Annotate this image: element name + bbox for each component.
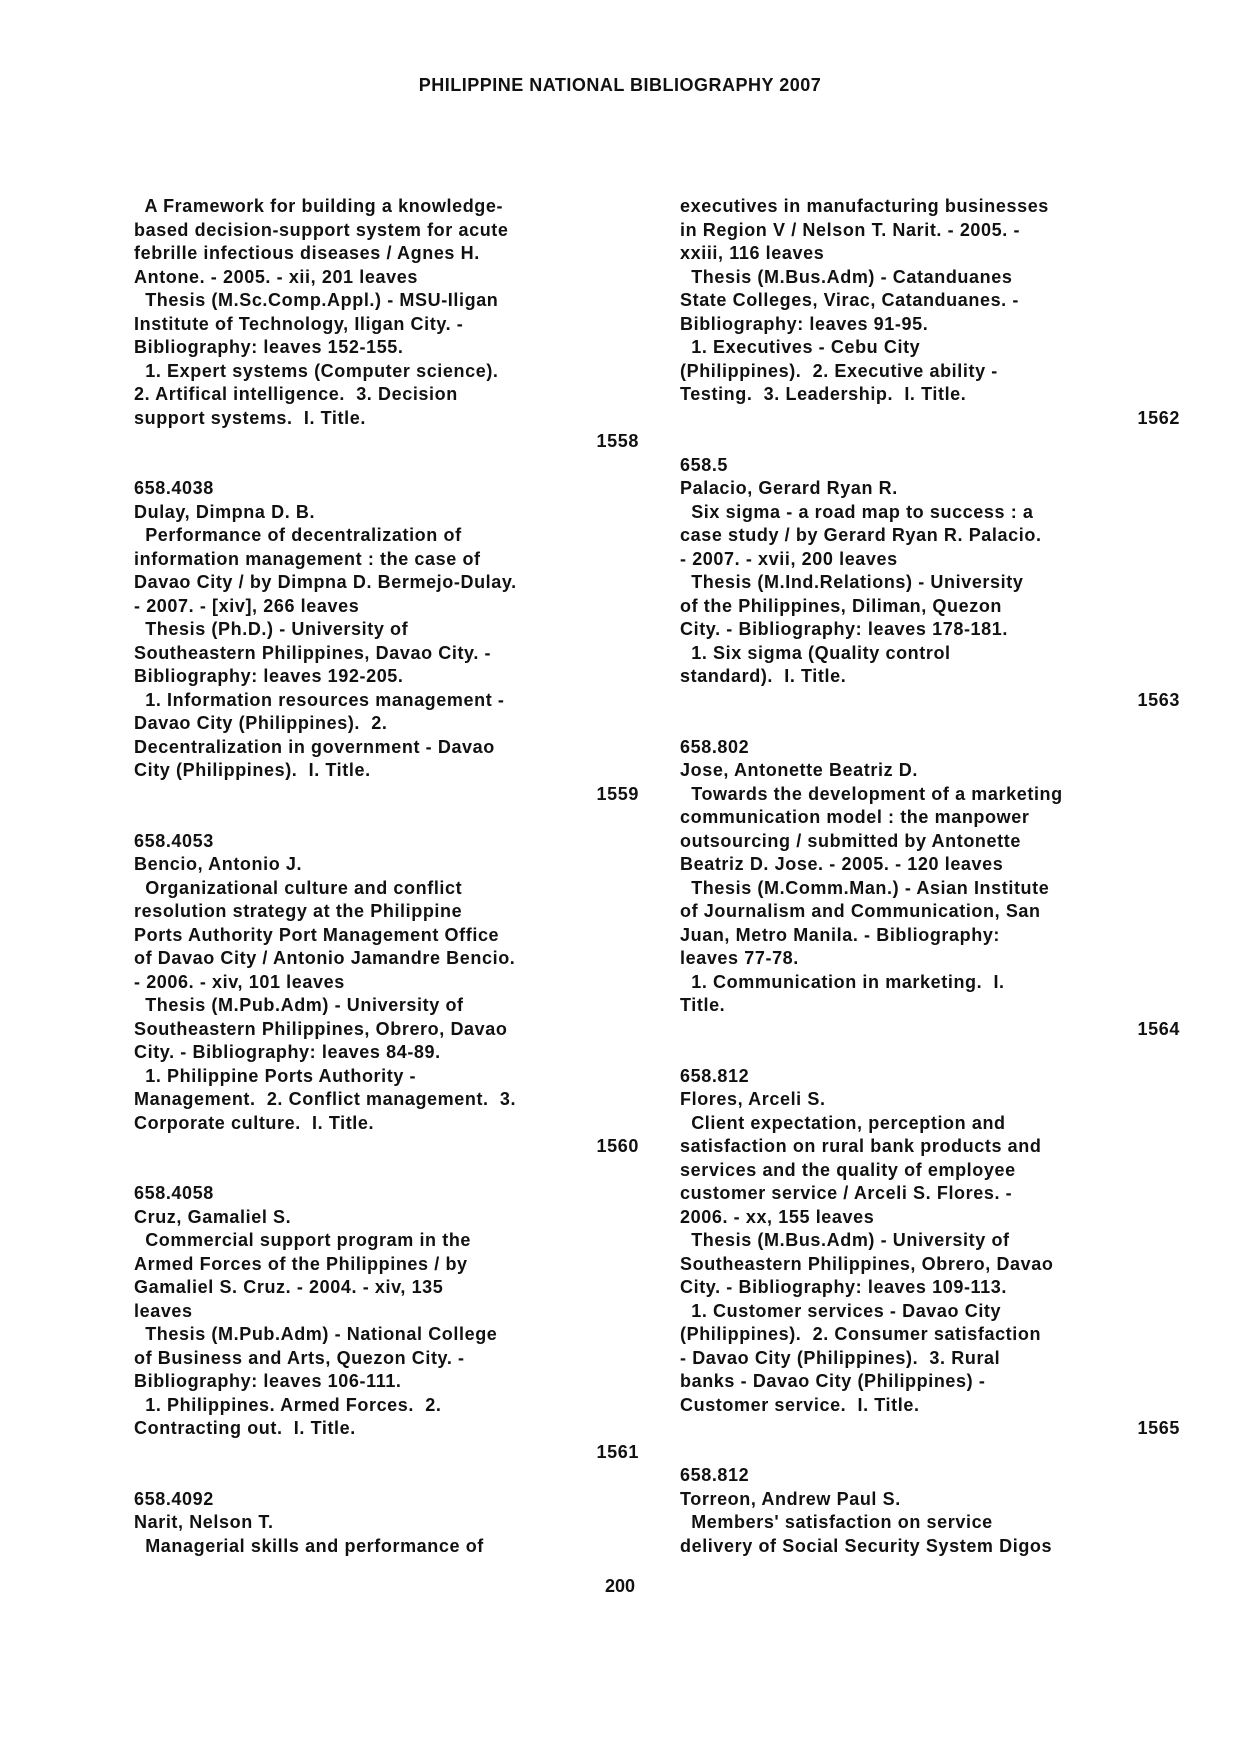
entry-line: Decentralization in government - Davao [134,736,495,757]
entry-line: Bibliography: leaves 152-155. [134,337,404,357]
entry-line: executives in manufacturing businesses [680,196,1049,216]
bibliography-entry [680,736,1180,1042]
entry-line: communication model : the manpower [680,807,1030,827]
bibliography-entry [134,477,639,806]
entry-line: 658.4092 [134,1488,214,1509]
entry-number: 1563 [1137,689,1180,710]
entry-line: Thesis (M.Sc.Comp.Appl.) - MSU-Iligan [134,290,499,310]
entry-line: - Davao City (Philippines). 3. Rural [680,1347,1001,1368]
entry-line: 658.812 [680,1065,750,1086]
entry-line: Southeastern Philippines, Davao City. - [134,642,492,663]
running-head: PHILIPPINE NATIONAL BIBLIOGRAPHY 2007 [418,75,822,95]
entry-line: 1. Information resources management - [134,689,505,710]
entry-line: Customer service. I. Title. [680,1394,920,1415]
entry-line: Bibliography: leaves 106-111. [134,1371,402,1391]
entry-line: of Davao City / Antonio Jamandre Bencio. [134,948,516,968]
entry-line: - 2007. - xvii, 200 leaves [680,548,898,569]
entry-line: Organizational culture and conflict [134,877,463,898]
entry-line: Thesis (M.Bus.Adm) - Catanduanes [680,266,1013,287]
entry-line: 658.4038 [134,478,214,498]
entry-line: City. - Bibliography: leaves 178-181. [680,619,1008,639]
entry-line: febrille infectious diseases / Agnes H. [134,243,480,263]
bibliography-entry [134,195,639,454]
entry-line: Torreon, Andrew Paul S. [680,1488,901,1509]
entry-line: leaves 77-78. [680,948,799,968]
entry-line: Bibliography: leaves 91-95. [680,313,929,334]
entry-line: Institute of Technology, Iligan City. - [134,313,464,334]
entry-line: (Philippines). 2. Consumer satisfaction [680,1324,1042,1344]
entry-line: 658.812 [680,1465,750,1485]
entry-line: (Philippines). 2. Executive ability - [680,360,998,381]
entry-line: Towards the development of a marketing [680,783,1063,804]
entry-line: 1. Executives - Cebu City [680,337,921,357]
bibliography-entry [134,1488,639,1559]
entry-line: of Journalism and Communication, San [680,901,1041,921]
page-number: 200 [604,1576,636,1596]
entry-line: Davao City (Philippines). 2. [134,713,388,733]
entry-line: Thesis (M.Ind.Relations) - University [680,572,1024,592]
entry-line: standard). I. Title. [680,666,847,686]
entry-line: Southeastern Philippines, Obrero, Davao [134,1018,508,1039]
bibliography-entry [680,454,1180,713]
entry-line: Palacio, Gerard Ryan R. [680,478,898,498]
entry-line: based decision-support system for acute [134,219,509,240]
entry-line: 1. Customer services - Davao City [680,1300,1002,1321]
entry-line: Thesis (M.Bus.Adm) - University of [680,1230,1010,1250]
entry-line: resolution strategy at the Philippine [134,901,463,921]
entry-line: 1. Philippine Ports Authority - [134,1065,417,1086]
entry-line: Juan, Metro Manila. - Bibliography: [680,924,1001,945]
entry-line: Six sigma - a road map to success : a [680,501,1034,522]
entry-line: City. - Bibliography: leaves 109-113. [680,1277,1007,1297]
entry-line: leaves [134,1300,193,1321]
entry-line: Performance of decentralization of [134,525,462,545]
entry-number: 1565 [1137,1418,1180,1438]
entry-number: 1560 [596,1136,639,1156]
entry-line: in Region V / Nelson T. Narit. - 2005. - [680,219,1021,240]
entry-line: Gamaliel S. Cruz. - 2004. - xiv, 135 [134,1277,444,1297]
right-column [680,195,1180,1582]
entry-line: satisfaction on rural bank products and [680,1136,1042,1156]
entry-line: 1. Expert systems (Computer science). [134,360,499,381]
entry-line: 658.802 [680,736,750,757]
entry-line: 1. Philippines. Armed Forces. 2. [134,1394,442,1415]
bibliography-entry [680,1464,1180,1558]
entry-line: Armed Forces of the Philippines / by [134,1253,468,1274]
entry-line: Title. [680,995,726,1015]
entry-line: 1. Communication in marketing. I. [680,971,1005,992]
entry-line: - 2006. - xiv, 101 leaves [134,971,345,992]
bibliography-entry [680,195,1180,430]
entry-number: 1559 [596,783,639,804]
entry-line: Narit, Nelson T. [134,1512,274,1532]
entry-line: 658.4053 [134,830,214,851]
entry-line: Thesis (M.Pub.Adm) - University of [134,995,464,1015]
entry-line: 2. Artifical intelligence. 3. Decision [134,384,458,404]
entry-number: 1564 [1137,1018,1180,1039]
entry-line: information management : the case of [134,548,481,569]
entry-number: 1558 [596,431,639,451]
entry-line: A Framework for building a knowledge- [134,196,504,216]
entry-line: Bibliography: leaves 192-205. [134,666,404,686]
entry-line: Corporate culture. I. Title. [134,1112,375,1133]
entry-line: Flores, Arceli S. [680,1089,826,1109]
entry-line: Commercial support program in the [134,1230,472,1250]
entry-line: 1. Six sigma (Quality control [680,642,951,663]
entry-line: Thesis (Ph.D.) - University of [134,619,409,639]
entry-line: outsourcing / submitted by Antonette [680,830,1021,851]
bibliography-entry [134,1182,639,1464]
entry-line: Contracting out. I. Title. [134,1418,356,1438]
entry-line: Ports Authority Port Management Office [134,924,500,945]
entry-line: Client expectation, perception and [680,1112,1006,1133]
bibliography-entry [134,830,639,1159]
entry-line: Cruz, Gamaliel S. [134,1206,292,1227]
entry-line: Management. 2. Conflict management. 3. [134,1089,517,1109]
entry-line: City. - Bibliography: leaves 84-89. [134,1042,441,1062]
entry-line: City (Philippines). I. Title. [134,760,371,780]
entry-line: - 2007. - [xiv], 266 leaves [134,595,360,616]
entry-line: Members' satisfaction on service [680,1512,993,1532]
entry-line: delivery of Social Security System Digos [680,1535,1053,1556]
entry-line: Jose, Antonette Beatriz D. [680,760,918,780]
entry-line: State Colleges, Virac, Catanduanes. - [680,290,1019,310]
entry-line: Managerial skills and performance of [134,1535,484,1556]
entry-line: Antone. - 2005. - xii, 201 leaves [134,266,418,287]
entry-line: Testing. 3. Leadership. I. Title. [680,384,967,404]
entry-line: 2006. - xx, 155 leaves [680,1206,875,1227]
entry-line: banks - Davao City (Philippines) - [680,1371,986,1391]
entry-line: Davao City / by Dimpna D. Bermejo-Dulay. [134,572,517,592]
entry-line: case study / by Gerard Ryan R. Palacio. [680,525,1042,545]
left-column [134,195,639,1582]
entry-line: Thesis (M.Comm.Man.) - Asian Institute [680,877,1050,898]
entry-line: of the Philippines, Diliman, Quezon [680,595,1003,616]
entry-line: Southeastern Philippines, Obrero, Davao [680,1253,1054,1274]
entry-line: of Business and Arts, Quezon City. - [134,1347,465,1368]
entry-line: Thesis (M.Pub.Adm) - National College [134,1324,498,1344]
entry-line: xxiii, 116 leaves [680,243,825,263]
entry-line: Beatriz D. Jose. - 2005. - 120 leaves [680,854,1004,874]
entry-line: Bencio, Antonio J. [134,854,303,874]
entry-number: 1562 [1137,407,1180,428]
entry-line: 658.5 [680,454,729,475]
entry-line: Dulay, Dimpna D. B. [134,501,316,522]
entry-line: services and the quality of employee [680,1159,1016,1180]
bibliography-entry [680,1065,1180,1441]
entry-line: customer service / Arceli S. Flores. - [680,1183,1013,1203]
entry-line: support systems. I. Title. [134,407,366,428]
entry-number: 1561 [596,1441,639,1462]
entry-line: 658.4058 [134,1183,214,1203]
